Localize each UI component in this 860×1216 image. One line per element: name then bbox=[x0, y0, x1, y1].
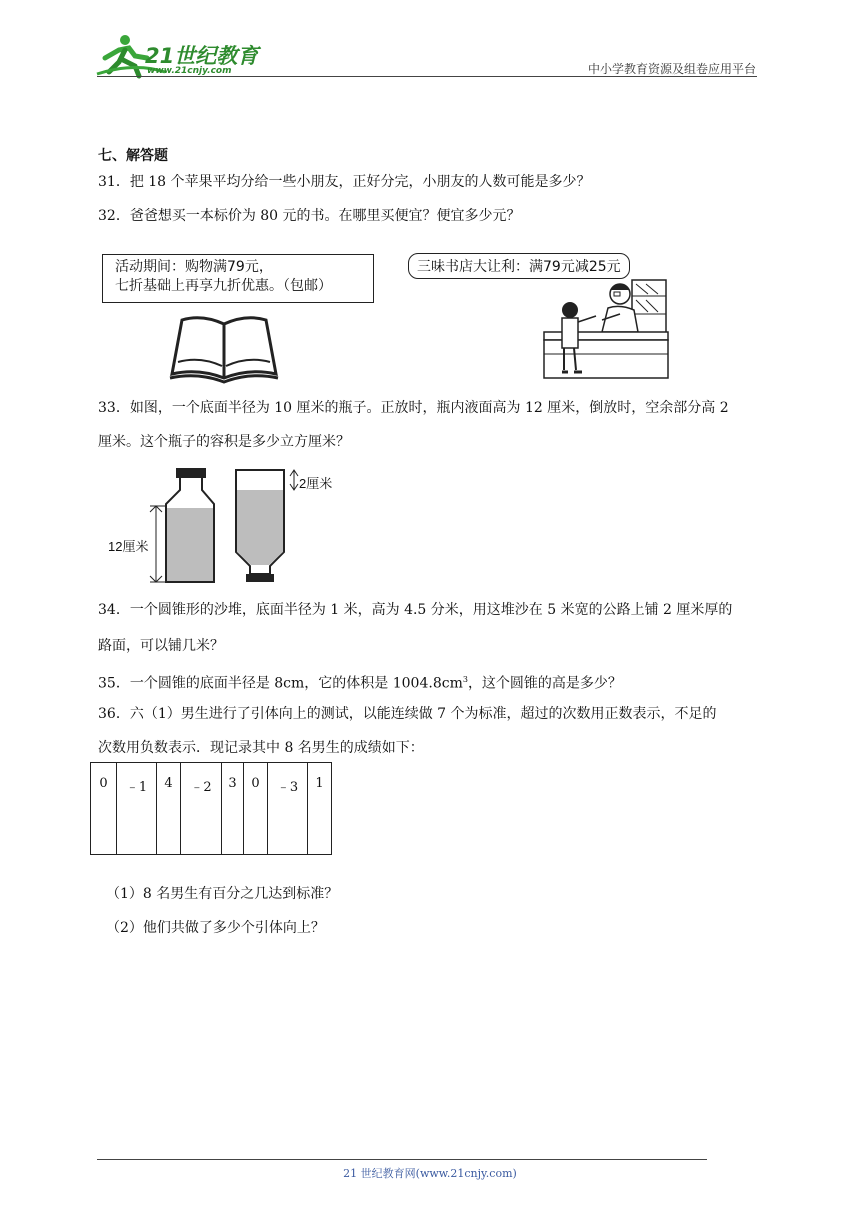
question-31: 31．把 18 个苹果平均分给一些小朋友，正好分完，小朋友的人数可能是多少？ bbox=[98, 174, 591, 190]
question-33-line-2: 厘米。这个瓶子的容积是多少立方厘米？ bbox=[98, 434, 350, 450]
score-cell: 4 bbox=[157, 763, 181, 855]
question-36-line-2: 次数用负数表示．现记录其中 8 名男生的成绩如下： bbox=[98, 740, 424, 756]
bottle-label-12cm: 12厘米 bbox=[108, 539, 149, 554]
shopkeeper-illustration-icon bbox=[538, 274, 670, 386]
score-cell: ﹣2 bbox=[181, 763, 222, 855]
section-title: 七、解答题 bbox=[98, 148, 168, 164]
score-cell: 0 bbox=[244, 763, 268, 855]
score-cell: 0 bbox=[91, 763, 117, 855]
scores-table bbox=[90, 762, 332, 855]
score-cell: 3 bbox=[222, 763, 244, 855]
promo-line-1: 活动期间：购物满79元， bbox=[115, 259, 273, 275]
cubic-superscript: 3 bbox=[462, 675, 468, 684]
site-logo bbox=[95, 32, 260, 80]
question-35 bbox=[98, 670, 622, 694]
question-35-text-a: 35．一个圆锥的底面半径是 8cm，它的体积是 1004.8cm bbox=[98, 675, 463, 692]
header-divider bbox=[97, 76, 757, 77]
open-book-icon bbox=[168, 312, 280, 384]
bottle-cap-icon bbox=[176, 468, 206, 478]
table-row bbox=[91, 763, 332, 855]
logo-url: www.21cnjy.com bbox=[147, 66, 232, 76]
question-36-sub-1: （1）8 名男生有百分之几达到标准？ bbox=[106, 886, 339, 902]
footer-text: 21 世纪教育网(www.21cnjy.com) bbox=[343, 1167, 517, 1180]
question-35-text-b: ，这个圆锥的高是多少？ bbox=[467, 675, 622, 692]
logo-title: 21世纪教育 bbox=[145, 44, 259, 68]
question-33-line-1: 33．如图，一个底面半径为 10 厘米的瓶子。正放时，瓶内液面高为 12 厘米，倒放时，空余部分高 2 bbox=[98, 400, 729, 416]
bottle-label-2cm: 2厘米 bbox=[299, 476, 333, 491]
promo-line-2: 七折基础上再享九折优惠。（包邮） bbox=[115, 278, 332, 294]
score-cell: 1 bbox=[308, 763, 332, 855]
question-36-line-1: 36．六（1）男生进行了引体向上的测试，以能连续做 7 个为标准，超过的次数用正数表示，不足的 bbox=[98, 706, 717, 722]
promo-box bbox=[102, 254, 374, 303]
question-32: 32．爸爸想买一本标价为 80 元的书。在哪里买便宜？便宜多少元？ bbox=[98, 208, 521, 224]
question-34-line-1: 34．一个圆锥形的沙堆，底面半径为 1 米，高为 4.5 分米，用这堆沙在 5 米宽的公路上铺 2 厘米厚的 bbox=[98, 602, 733, 618]
score-cell: ﹣3 bbox=[268, 763, 308, 855]
footer-divider bbox=[97, 1159, 707, 1160]
score-cell: ﹣1 bbox=[117, 763, 157, 855]
question-36-sub-2: （2）他们共做了多少个引体向上？ bbox=[106, 920, 325, 936]
shop-sign-bubble: 三味书店大让利：满79元减25元 bbox=[408, 253, 630, 279]
question-34-line-2: 路面，可以铺几米？ bbox=[98, 638, 224, 654]
header-platform-text: 中小学教育资源及组卷应用平台 bbox=[587, 62, 756, 76]
